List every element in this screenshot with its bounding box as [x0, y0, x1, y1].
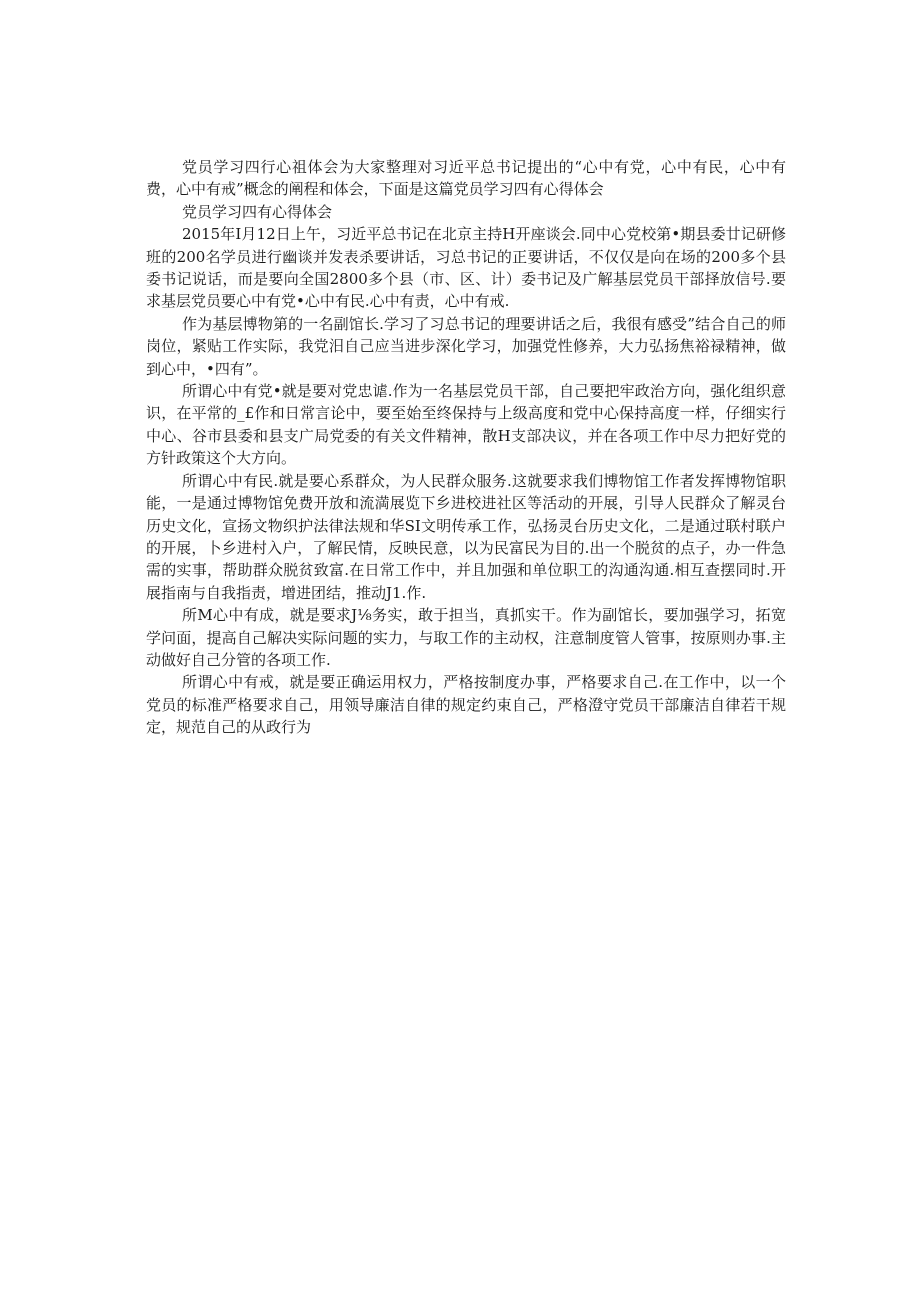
reflection-paragraph: 作为基层博物第的一名副馆长.学习了习总书记的理要讲话之后，我很有感受”结合自己的师岗位，紧贴工作实际，我党汨自己应当进步深化学习，加强党性修养，大力弘扬焦裕禄精神，做到心中，•四有”。	[146, 314, 786, 378]
heart-party-paragraph: 所谓心中有党•就是要对党忠谑.作为一名基层党员干部，自己要把牢政治方向，强化组织意识，在平常的_£作和日常言论中，要至始至终保持与上级高度和党中心保持高度一样，仔细实行中心、谷市县委和县支广局党委的有关文件精神，散H支部决议，并在各项工作中尽力把好党的方针政策这个大方向。	[146, 382, 786, 468]
document-body	[146, 156, 786, 739]
intro-paragraph: 党员学习四行心祖体会为大家整理对习近平总书记提出的“心中有党，心中有民，心中有费，心中有戒”概念的阐程和体会，下面是这篇党员学习四有心得体会	[146, 158, 786, 199]
document-subtitle: 党员学习四有心得体会	[182, 202, 333, 221]
heart-responsibility-paragraph: 所M心中有成，就是要求J⅛务实，敢于担当，真抓实干。作为副馆长，要加强学习，拓宽学问面，提高自己解决实际问题的实力，与取工作的主动权，注意制度管人管事，按原则办事.主动做好自己分管的各项工作.	[146, 606, 786, 669]
background-paragraph: 2015年I月12日上午，习近平总书记在北京主持H开座谈会.同中心党校第•期县委廿记研修班的200名学员进行幽谈并发表杀要讲话，习总书记的正要讲话，不仅仅是向在场的200多个县委书记说话，而是要向全国2800多个县（市、区、计）委书记及广解基层党员干部择放信号.要求基层党员要心中有党•心中有民.心中有责，心中有戒.	[146, 225, 786, 311]
heart-discipline-paragraph: 所谓心中有戒，就是要正确运用权力，严格按制度办事，严格要求自己.在工作中，以一个党员的标准严格要求自己，用领导廉洁自律的规定约束自己，严格澄守党员干部廉洁自律若干规定，规范自己的从政行为	[146, 673, 786, 737]
heart-people-paragraph: 所谓心中有民.就是要心系群众，为人民群众服务.这就要求我们博物馆工作者发挥博物馆职能，一是通过博物馆免费开放和流満展览下乡进校进社区等活动的开展，引导人民群众了解灵台历史文化，宣扬文物织护法律法规和华SI文明传承工作，弘扬灵台历史文化，二是通过联村联户的开展，卜乡进村入户，了解民情，反映民意，以为民富民为目的.出一个脱贫的点子，办一件急需的实事，帮助群众脱贫致富.在日常工作中，并且加强和单位职工的沟通沟通.相互查摆同时.开展指南与自我指责，增进团结，推动J1.作.	[146, 471, 786, 602]
